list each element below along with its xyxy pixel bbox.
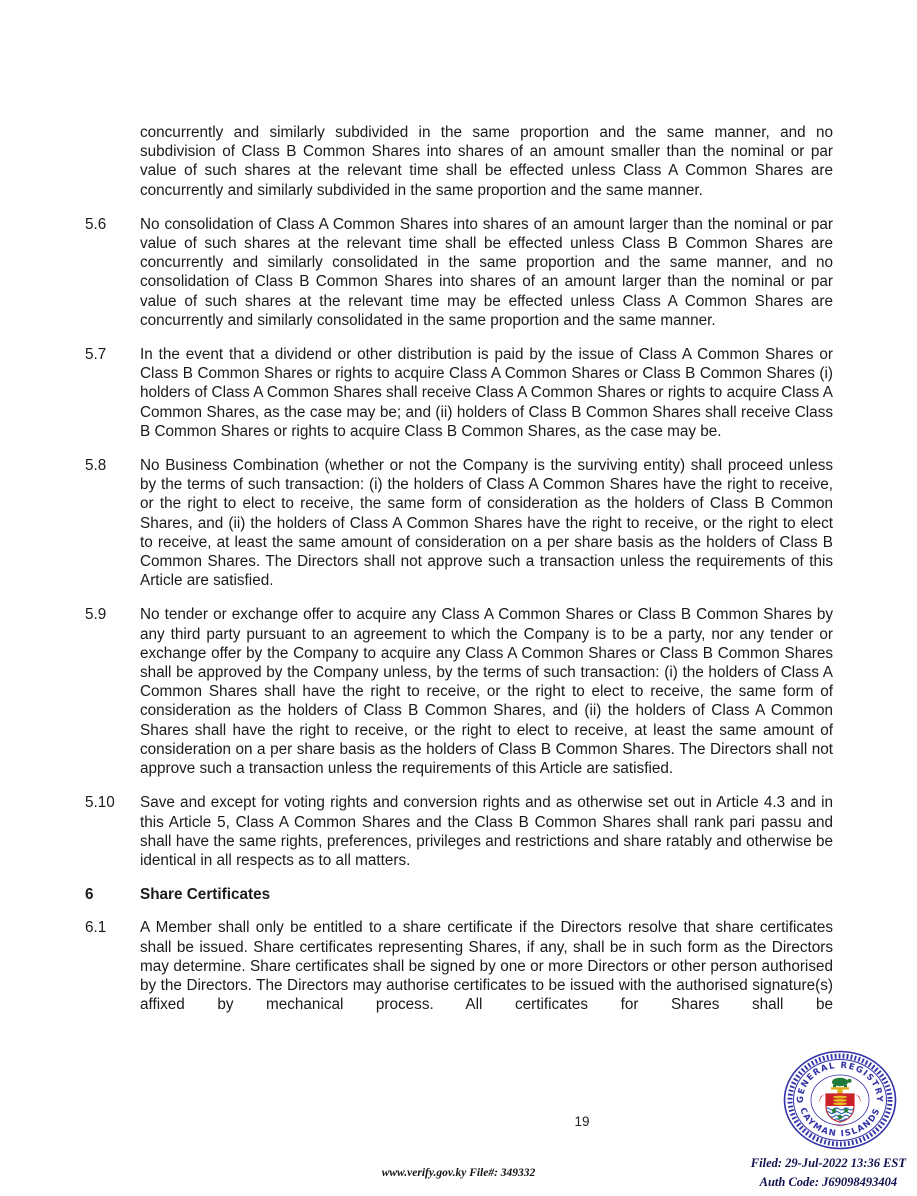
article-5-8 [85,456,833,590]
paragraph-continuation [85,123,833,200]
section-number: 5.8 [85,457,107,475]
general-registry-seal-icon [779,1047,901,1157]
article-5-10 [85,793,833,870]
section-text: No Business Combination (whether or not the Company is the surviving entity) shall proceed unless by the terms of such transaction: (i) the holders of Class A Common Shares have the right to receive, or the right to elect to receive, the same form of consideration as the holders of Class B Common Shares, and (ii) the holders of Class A Common Shares have the right to receive, or the right to elect to receive, at least the same amount of consideration on a per share basis as the holders of Class B Common Shares. The Directors shall not approve such a transaction unless the requirements of this Article are satisfied. [140,457,833,590]
article-6-heading [85,885,833,904]
section-text: Save and except for voting rights and conversion rights and as otherwise set out in Article 4.3 and in this Article 5, Class A Common Shares and the Class B Common Shares shall rank pari passu and shall have the same rights, preferences, privileges and restrictions and share ratably and otherwise be identical in all respects as to all matters. [140,794,833,869]
article-6-1 [85,918,833,1014]
page-number: 19 [574,1114,590,1129]
cayman-coat-of-arms-icon [820,1078,861,1126]
document-body [85,123,833,1029]
section-text: In the event that a dividend or other distribution is paid by the issue of Class A Common Shares or Class B Common Shares or rights to acquire Class A Common Shares or Class B Common Shares (i) holders of Class A Common Shares shall receive Class A Common Shares or rights to acquire Class A Common Shares, as the case may be; and (ii) holders of Class B Common Shares shall receive Class B Common Shares or rights to acquire Class B Common Shares, as the case may be. [140,346,833,440]
filing-stamp-text [751,1154,906,1192]
section-number: 5.10 [85,794,115,812]
article-5-7 [85,345,833,441]
auth-code-line: Auth Code: J69098493404 [759,1175,898,1189]
filed-date-line: Filed: 29-Jul-2022 13:36 EST [750,1156,906,1170]
article-5-9 [85,605,833,778]
section-text: No tender or exchange offer to acquire any Class A Common Shares or Class B Common Shares by any third party pursuant to an agreement to which the Company is to be a party, nor any tender or exchange offer by the Company to acquire any Class A Common Shares or Class B Common Shares shall be approved by the Company unless, by the terms of such transaction: (i) the holders of Class A Common Shares shall have the right to receive, or the right to elect to receive, the same form of consideration as the holders of Class B Common Shares, and (ii) the holders of Class A Common Shares shall have the right to receive, or the right to elect to receive, at least the same amount of consideration on a per share basis as the holders of Class B Common Shares. The Directors shall not approve such a transaction unless the requirements of this Article are satisfied. [140,606,833,778]
paragraph-text: concurrently and similarly subdivided in the same proportion and the same manner, and no subdivision of Class B Common Shares into shares of an amount smaller than the nominal or par value of such shares at the relevant time shall be effected unless Class A Common Shares are concurrently and similarly subdivided in the same proportion and the same manner. [140,124,833,199]
section-number: 6.1 [85,919,107,937]
section-number: 6 [85,886,94,904]
section-number: 5.7 [85,346,107,364]
article-5-6 [85,215,833,330]
section-text: No consolidation of Class A Common Shares into shares of an amount larger than the nominal or par value of such shares at the relevant time shall be effected unless Class B Common Shares are concurrently and similarly consolidated in the same proportion and the same manner, and no consolidation of Class B Common Shares into shares of an amount larger than the nominal or par value of such shares at the relevant time may be effected unless Class A Common Shares are concurrently and similarly consolidated in the same proportion and the same manner. [140,215,833,329]
section-number: 5.9 [85,606,107,624]
section-text: A Member shall only be entitled to a share certificate if the Directors resolve that share certificates shall be issued. Share certificates representing Shares, if any, shall be in such form as the Directors may determine. Share certificates shall be signed by one or more Directors or other person authorised by the Directors. The Directors may authorise certificates to be issued with the authorised signature(s) affixed by mechanical process. All certificates for Shares shall be [140,919,833,1014]
section-number [85,123,140,200]
seal-bottom-label: CAYMAN ISLANDS [797,1106,883,1140]
seal-top-label: GENERAL REGISTRY [795,1060,885,1104]
verify-footer-text: www.verify.gov.ky File#: 349332 [381,1167,536,1179]
section-number: 5.6 [85,215,107,233]
section-heading-text: Share Certificates [140,886,271,904]
